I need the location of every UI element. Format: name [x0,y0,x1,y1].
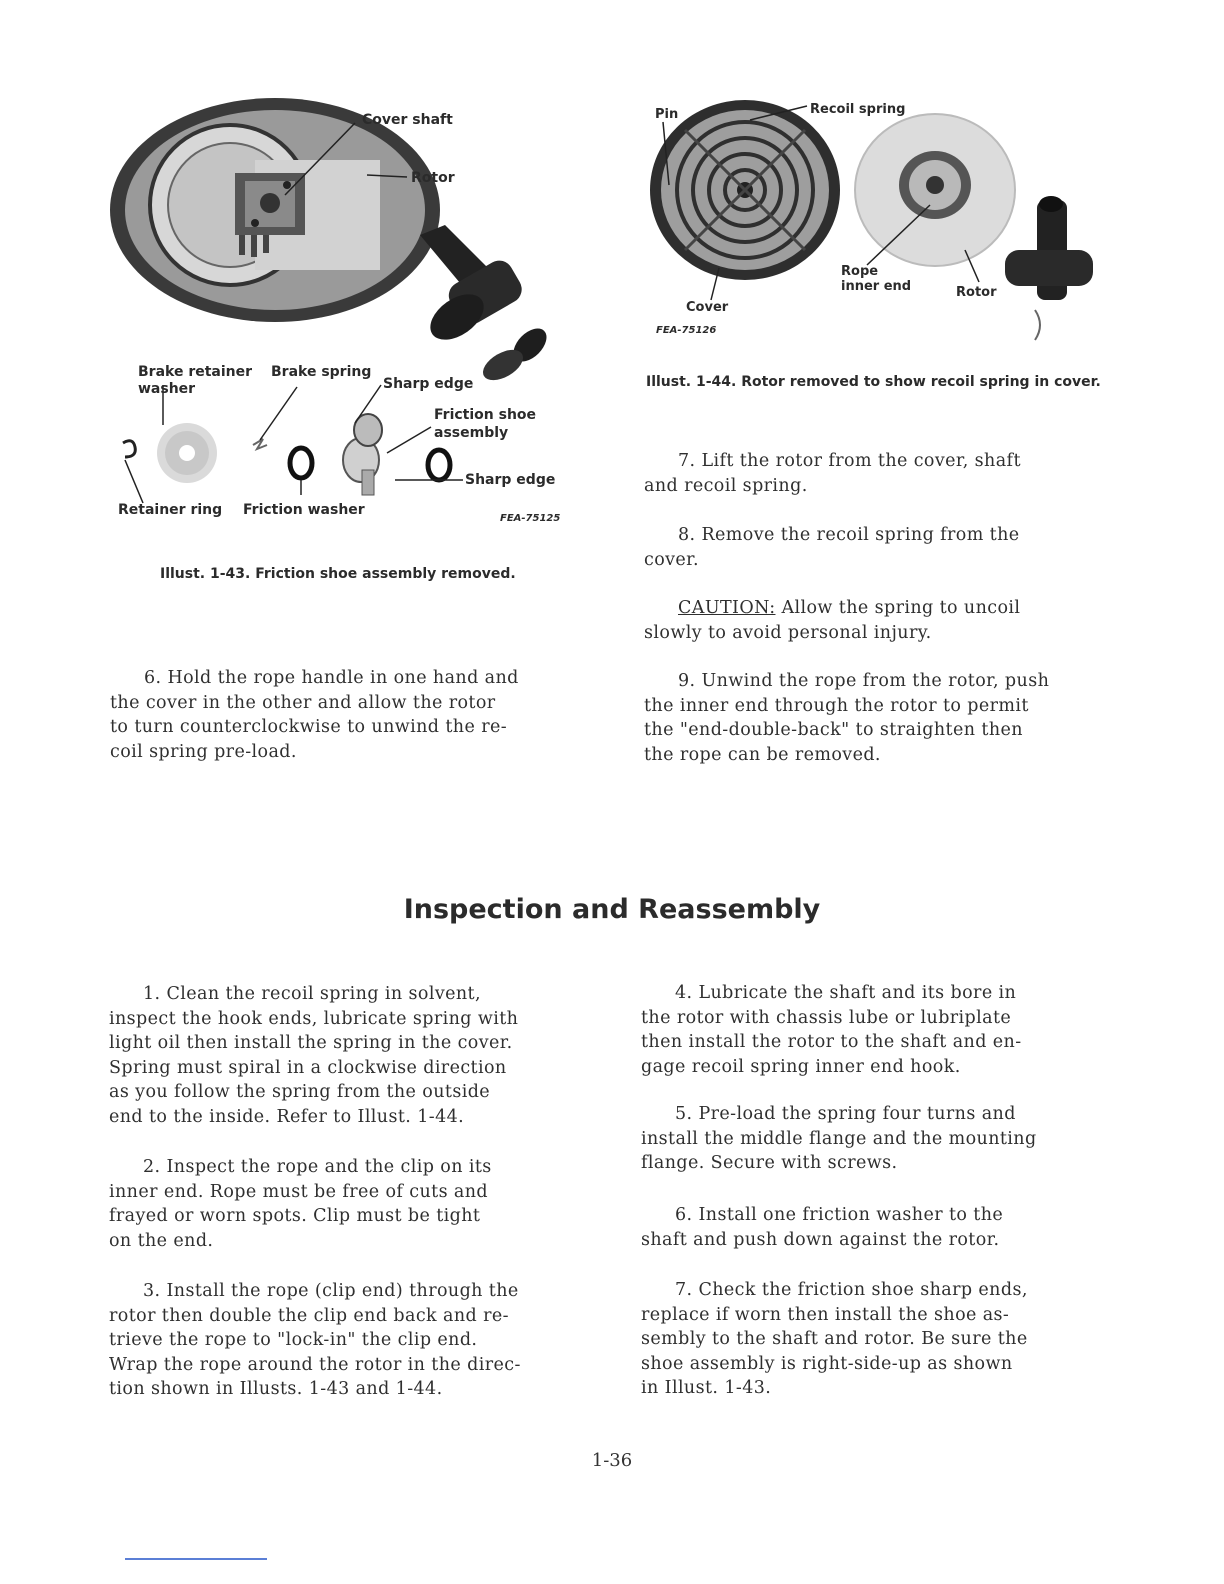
caution-label: CAUTION: [678,598,776,618]
paragraph-step-2: 2. Inspect the rope and the clip on its inner end. Rope must be free of cuts and frayed or worn spots. Clip must be tight on the end. [109,1157,492,1251]
label-brake-spring: Brake spring [271,364,372,380]
label-sharp-edge-top: Sharp edge [383,376,474,392]
label-brake-retainer-washer-1: Brake retainer [138,364,253,380]
section-heading: Inspection and Reassembly [403,894,821,925]
label-recoil-spring: Recoil spring [810,102,906,117]
paragraph-caution: CAUTION: Allow the spring to uncoil slowly to avoid personal injury. [644,598,1021,643]
label-cover: Cover [686,300,729,315]
caption-illust-1-44: Illust. 1-44. Rotor removed to show recoil spring in cover. [646,374,1101,390]
label-pin: Pin [655,107,679,122]
illust-1-43-photo [105,85,585,535]
label-rope-inner-end-2: inner end [841,279,912,294]
caption-illust-1-43: Illust. 1-43. Friction shoe assembly removed. [160,566,516,582]
paragraph-step-3: 3. Install the rope (clip end) through the rotor then double the clip end back and re- trieve the rope to "lock-in" the clip end. Wrap the rope around the rotor in the direc- tion shown in Illusts. 1-43 and 1-44. [109,1281,521,1399]
fea-number-75126: FEA-75126 [656,325,717,336]
label-retainer-ring: Retainer ring [118,502,223,518]
paragraph-step-6-bottom: 6. Install one friction washer to the shaft and push down against the rotor. [641,1205,1004,1250]
paragraph-step-7-bottom: 7. Check the friction shoe sharp ends, replace if worn then install the shoe as- sembly to the shaft and rotor. Be sure the shoe assembly is right-side-up as shown in Illust. 1-43. [641,1280,1028,1398]
paragraph-step-9-top: 9. Unwind the rope from the rotor, push the inner end through the rotor to permit the "end-double-back" to straighten then the rope can be removed. [644,671,1050,765]
label-sharp-edge-bottom: Sharp edge [465,472,556,488]
footer-rule [125,1558,267,1560]
paragraph-step-5: 5. Pre-load the spring four turns and install the middle flange and the mounting flange. Secure with screws. [641,1104,1037,1173]
fea-number-75125: FEA-75125 [500,513,561,524]
paragraph-step-8-top: 8. Remove the recoil spring from the cover. [644,525,1020,570]
paragraph-step-6-top: 6. Hold the rope handle in one hand and the cover in the other and allow the rotor to turn counterclockwise to unwind the re- coil spring pre-load. [110,668,519,762]
label-rotor-44: Rotor [956,285,997,300]
paragraph-step-1: 1. Clean the recoil spring in solvent, inspect the hook ends, lubricate spring with light oil then install the spring in the cover. Spring must spiral in a clockwise direction as you follow the spring from the outside end to the inside. Refer to Illust. 1-44. [109,984,519,1127]
label-rotor: Rotor [411,170,455,186]
label-friction-shoe-2: assembly [434,425,509,441]
paragraph-step-4: 4. Lubricate the shaft and its bore in the rotor with chassis lube or lubriplate then install the rotor to the shaft and en- gage recoil spring inner end hook. [641,983,1022,1077]
label-brake-retainer-washer-2: washer [138,381,196,397]
page-number: 1-36 [591,1450,633,1471]
paragraph-step-7-top: 7. Lift the rotor from the cover, shaft and recoil spring. [644,451,1021,496]
label-friction-washer: Friction washer [243,502,365,518]
label-friction-shoe-1: Friction shoe [434,407,537,423]
label-rope-inner-end-1: Rope [841,264,879,279]
label-cover-shaft: Cover shaft [362,112,453,128]
